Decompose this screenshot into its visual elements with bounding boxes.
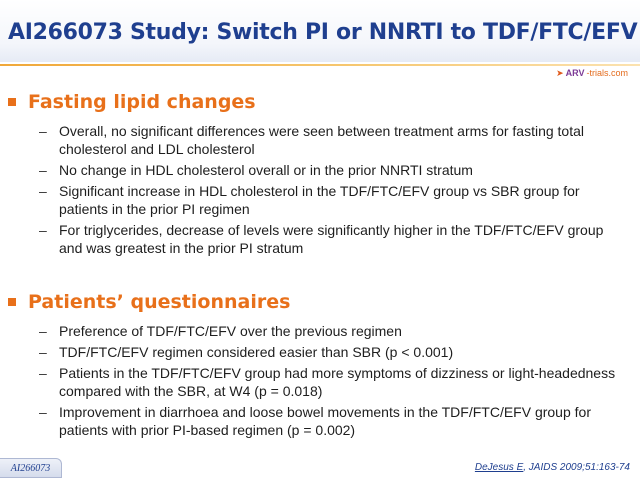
- square-bullet-icon: [8, 298, 16, 306]
- title-bar: [0, 0, 640, 62]
- dash-bullet-icon: –: [39, 323, 47, 339]
- bullet-item: [0, 364, 640, 400]
- slide-title: AI266073 Study: Switch PI or NNRTI to TDF/FTC/EFV: [8, 20, 638, 45]
- bullet-item: [0, 343, 640, 361]
- questionnaire-bullet-list: [0, 322, 640, 442]
- bullet-item: [0, 161, 640, 179]
- bullet-text: Preference of TDF/FTC/EFV over the previous regimen: [59, 323, 402, 339]
- bullet-text: No change in HDL cholesterol overall or in the prior NNRTI stratum: [59, 162, 473, 178]
- bullet-text: Overall, no significant differences were seen between treatment arms for fasting total cholesterol and LDL cholesterol: [59, 123, 585, 157]
- square-bullet-icon: [8, 98, 16, 106]
- dash-bullet-icon: –: [39, 365, 47, 381]
- title-divider: [0, 64, 640, 66]
- logo-text-secondary: -trials.com: [586, 68, 628, 78]
- bullet-item: [0, 221, 640, 257]
- bullet-item: [0, 403, 640, 439]
- citation: [475, 462, 630, 473]
- section-heading-questionnaires: [8, 291, 290, 313]
- dash-bullet-icon: –: [39, 344, 47, 360]
- bullet-text: Improvement in diarrhoea and loose bowel movements in the TDF/FTC/EFV group for patients with prior PI-based regimen (p = 0.002): [59, 404, 591, 438]
- dash-bullet-icon: –: [39, 162, 47, 178]
- logo-text-primary: ARV: [565, 68, 585, 78]
- dash-bullet-icon: –: [39, 404, 47, 420]
- dash-bullet-icon: –: [39, 222, 47, 238]
- dash-bullet-icon: –: [39, 183, 47, 199]
- dash-bullet-icon: –: [39, 123, 47, 139]
- logo-arrow-icon: ➤: [556, 67, 564, 78]
- citation-reference: , JAIDS 2009;51:163-74: [523, 462, 630, 473]
- bullet-text: Significant increase in HDL cholesterol in the TDF/FTC/EFV group vs SBR group for patients in the prior PI regimen: [59, 183, 580, 217]
- bullet-item: [0, 322, 640, 340]
- citation-author: DeJesus E: [474, 462, 524, 473]
- arv-trials-logo: [556, 66, 628, 80]
- bullet-text: Patients in the TDF/FTC/EFV group had more symptoms of dizziness or light-headedness compared with the SBR, at W4 (p = 0.018): [59, 365, 616, 399]
- section-title: Patients’ questionnaires: [28, 291, 291, 313]
- section-heading-lipids: [8, 91, 256, 113]
- lipid-bullet-list: [0, 122, 640, 260]
- study-tab: AI266073: [0, 458, 62, 478]
- bullet-item: [0, 182, 640, 218]
- section-title: Fasting lipid changes: [28, 91, 256, 113]
- bullet-item: [0, 122, 640, 158]
- bullet-text: TDF/FTC/EFV regimen considered easier than SBR (p < 0.001): [59, 344, 454, 360]
- bullet-text: For triglycerides, decrease of levels were significantly higher in the TDF/FTC/EFV group and was greatest in the prior PI stratum: [59, 222, 604, 256]
